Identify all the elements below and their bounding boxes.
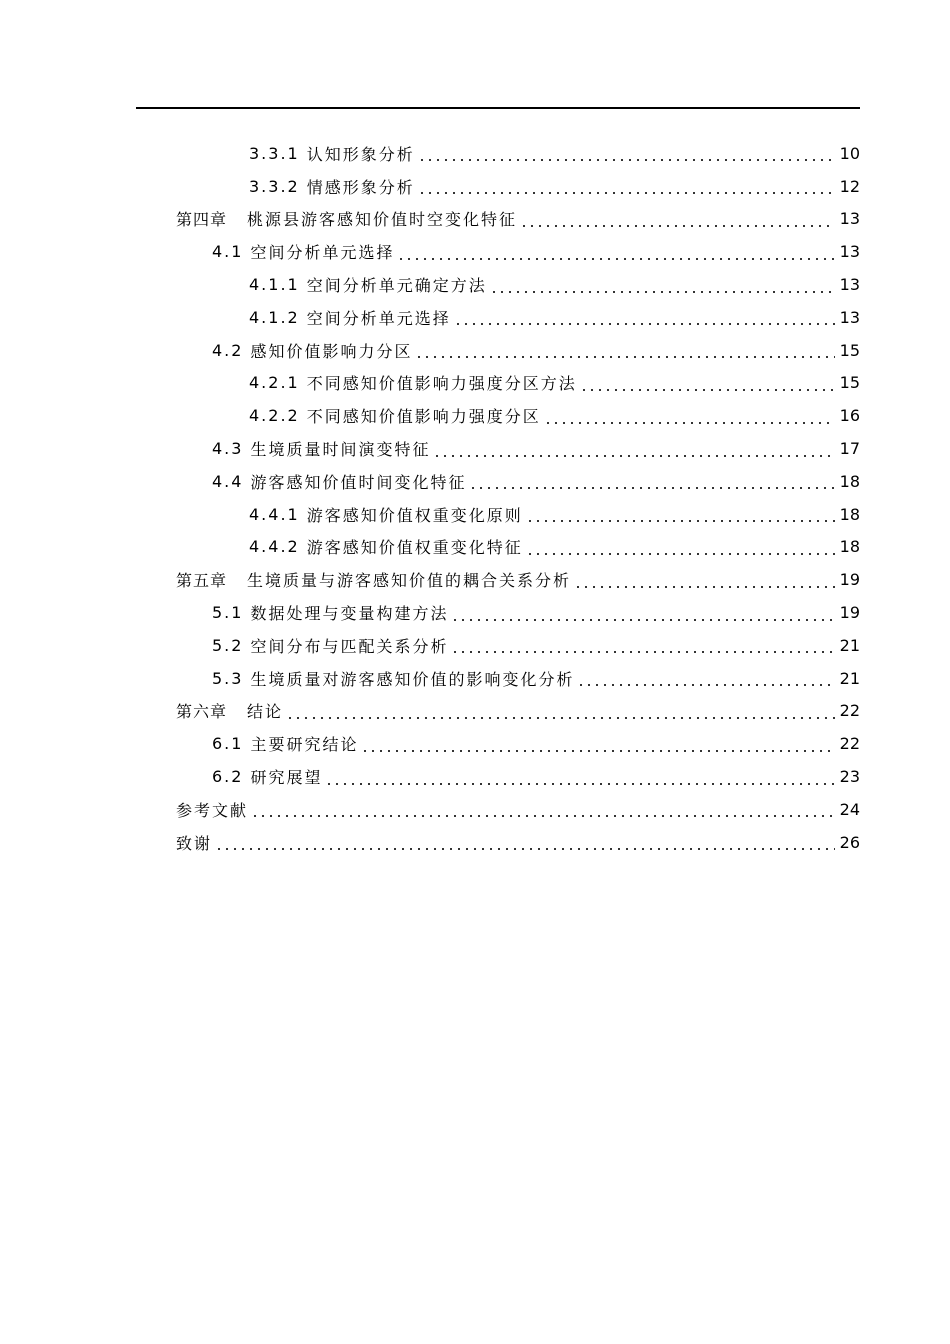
toc-entry-page: 12	[839, 176, 860, 196]
toc-entry-number: 6.1	[212, 734, 244, 754]
toc-entry[interactable]	[0, 399, 860, 432]
toc-dot-leader	[325, 769, 835, 787]
toc-entry-number: 4.1.2	[249, 307, 300, 327]
toc-dot-leader	[577, 670, 835, 688]
toc-entry-title: 致谢	[176, 833, 213, 853]
toc-dot-leader	[574, 572, 835, 590]
toc-entry[interactable]	[0, 235, 860, 268]
toc-entry-title: 研究展望	[250, 768, 323, 788]
toc-entry-title: 数据处理与变量构建方法	[250, 604, 449, 624]
toc-entry-page: 22	[839, 734, 860, 754]
toc-dot-leader	[433, 441, 835, 459]
toc-entry-page: 21	[839, 635, 860, 655]
toc-entry[interactable]	[0, 465, 860, 498]
toc-entry-page: 24	[839, 799, 860, 819]
toc-entry-title: 生境质量对游客感知价值的影响变化分析	[250, 669, 575, 689]
toc-entry-title: 游客感知价值权重变化特征	[306, 538, 523, 558]
toc-entry-page: 19	[839, 603, 860, 623]
toc-dot-leader	[526, 506, 835, 524]
toc-entry-number: 4.2.2	[249, 406, 300, 426]
toc-dot-leader	[397, 244, 835, 262]
toc-entry-title: 结论	[247, 702, 284, 722]
toc-entry-number: 3.3.2	[249, 176, 300, 196]
toc-entry-page: 13	[839, 242, 860, 262]
toc-entry-page: 13	[839, 307, 860, 327]
toc-entry-number: 4.1	[212, 242, 244, 262]
toc-dot-leader	[544, 408, 835, 426]
toc-entry[interactable]	[0, 498, 860, 531]
toc-entry-number: 5.1	[212, 603, 244, 623]
toc-entry-number: 4.4.2	[249, 537, 300, 557]
toc-entry[interactable]	[0, 203, 860, 236]
toc-entry-page: 10	[839, 143, 860, 163]
toc-entry-number: 5.3	[212, 668, 244, 688]
toc-entry-page: 13	[839, 275, 860, 295]
toc-entry-number: 4.4	[212, 471, 244, 491]
toc-entry-number: 第五章	[176, 571, 228, 591]
toc-entry-number: 第四章	[176, 210, 228, 230]
toc-entry-page: 19	[839, 570, 860, 590]
toc-entry-number: 4.2	[212, 340, 244, 360]
toc-entry[interactable]	[0, 662, 860, 695]
toc-entry-number: 6.2	[212, 767, 244, 787]
toc-dot-leader	[415, 342, 835, 360]
toc-entry[interactable]	[0, 432, 860, 465]
toc-entry-number: 4.3	[212, 439, 244, 459]
toc-entry-references[interactable]	[0, 793, 860, 826]
toc-entry-title: 空间分析单元确定方法	[306, 276, 487, 296]
toc-entry-page: 18	[839, 471, 860, 491]
toc-dot-leader	[454, 309, 835, 327]
toc-dot-leader	[451, 637, 835, 655]
toc-entry[interactable]	[0, 137, 860, 170]
toc-entry-page: 21	[839, 668, 860, 688]
toc-entry[interactable]	[0, 727, 860, 760]
toc-dot-leader	[490, 277, 835, 295]
toc-entry-title: 认知形象分析	[306, 144, 415, 164]
toc-entry-page: 15	[839, 373, 860, 393]
toc-entry-title: 桃源县游客感知价值时空变化特征	[247, 210, 518, 230]
toc-entry-number: 4.4.1	[249, 504, 300, 524]
toc-entry-title: 游客感知价值时间变化特征	[250, 472, 467, 492]
toc-entry-page: 17	[839, 439, 860, 459]
toc-entry-page: 15	[839, 340, 860, 360]
toc-entry[interactable]	[0, 367, 860, 400]
toc-dot-leader	[361, 736, 835, 754]
toc-entry-number: 5.2	[212, 635, 244, 655]
toc-entry-title: 生境质量时间演变特征	[250, 440, 431, 460]
toc-entry-number: 4.2.1	[249, 373, 300, 393]
toc-dot-leader	[418, 145, 835, 163]
toc-dot-leader	[418, 178, 835, 196]
toc-entry-page: 23	[839, 767, 860, 787]
toc-entry-page: 18	[839, 504, 860, 524]
toc-entry-title: 主要研究结论	[250, 735, 359, 755]
toc-entry-page: 13	[839, 209, 860, 229]
toc-entry[interactable]	[0, 170, 860, 203]
toc-entry-title: 感知价值影响力分区	[250, 341, 413, 361]
toc-dot-leader	[520, 211, 835, 229]
toc-entry-title: 不同感知价值影响力强度分区方法	[306, 374, 577, 394]
toc-dot-leader	[469, 473, 835, 491]
toc-entry-title: 空间分析单元选择	[250, 243, 395, 263]
toc-entry[interactable]	[0, 695, 860, 728]
toc-dot-leader	[451, 605, 835, 623]
toc-entry-title: 生境质量与游客感知价值的耦合关系分析	[247, 571, 572, 591]
toc-entry-title: 空间分布与匹配关系分析	[250, 636, 449, 656]
toc-dot-leader	[251, 801, 835, 819]
toc-entry-number: 4.1.1	[249, 275, 300, 295]
toc-entry[interactable]	[0, 629, 860, 662]
toc-dot-leader	[215, 834, 835, 852]
toc-entry[interactable]	[0, 596, 860, 629]
toc-entry[interactable]	[0, 563, 860, 596]
toc-entry-title: 游客感知价值权重变化原则	[306, 505, 523, 525]
toc-entry[interactable]	[0, 334, 860, 367]
toc-entry-title: 空间分析单元选择	[306, 308, 451, 328]
toc-entry-title: 不同感知价值影响力强度分区	[306, 407, 541, 427]
toc-entry-page: 18	[839, 537, 860, 557]
toc-dot-leader	[526, 539, 835, 557]
toc-entry-title: 情感形象分析	[306, 177, 415, 197]
toc-entry-page: 22	[839, 701, 860, 721]
toc-entry[interactable]	[0, 760, 860, 793]
toc-entry-number: 第六章	[176, 702, 228, 722]
toc-entry-page: 26	[839, 832, 860, 852]
toc-entry[interactable]	[0, 301, 860, 334]
toc-entry-page: 16	[839, 406, 860, 426]
toc-entry-title: 参考文献	[176, 800, 249, 820]
toc-dot-leader	[286, 703, 835, 721]
header-rule	[136, 107, 860, 109]
toc-entry-number: 3.3.1	[249, 143, 300, 163]
toc-entry[interactable]	[0, 268, 860, 301]
toc-dot-leader	[580, 375, 835, 393]
table-of-contents	[0, 137, 950, 859]
toc-entry-acknowledgements[interactable]	[0, 826, 860, 859]
toc-entry[interactable]	[0, 531, 860, 564]
